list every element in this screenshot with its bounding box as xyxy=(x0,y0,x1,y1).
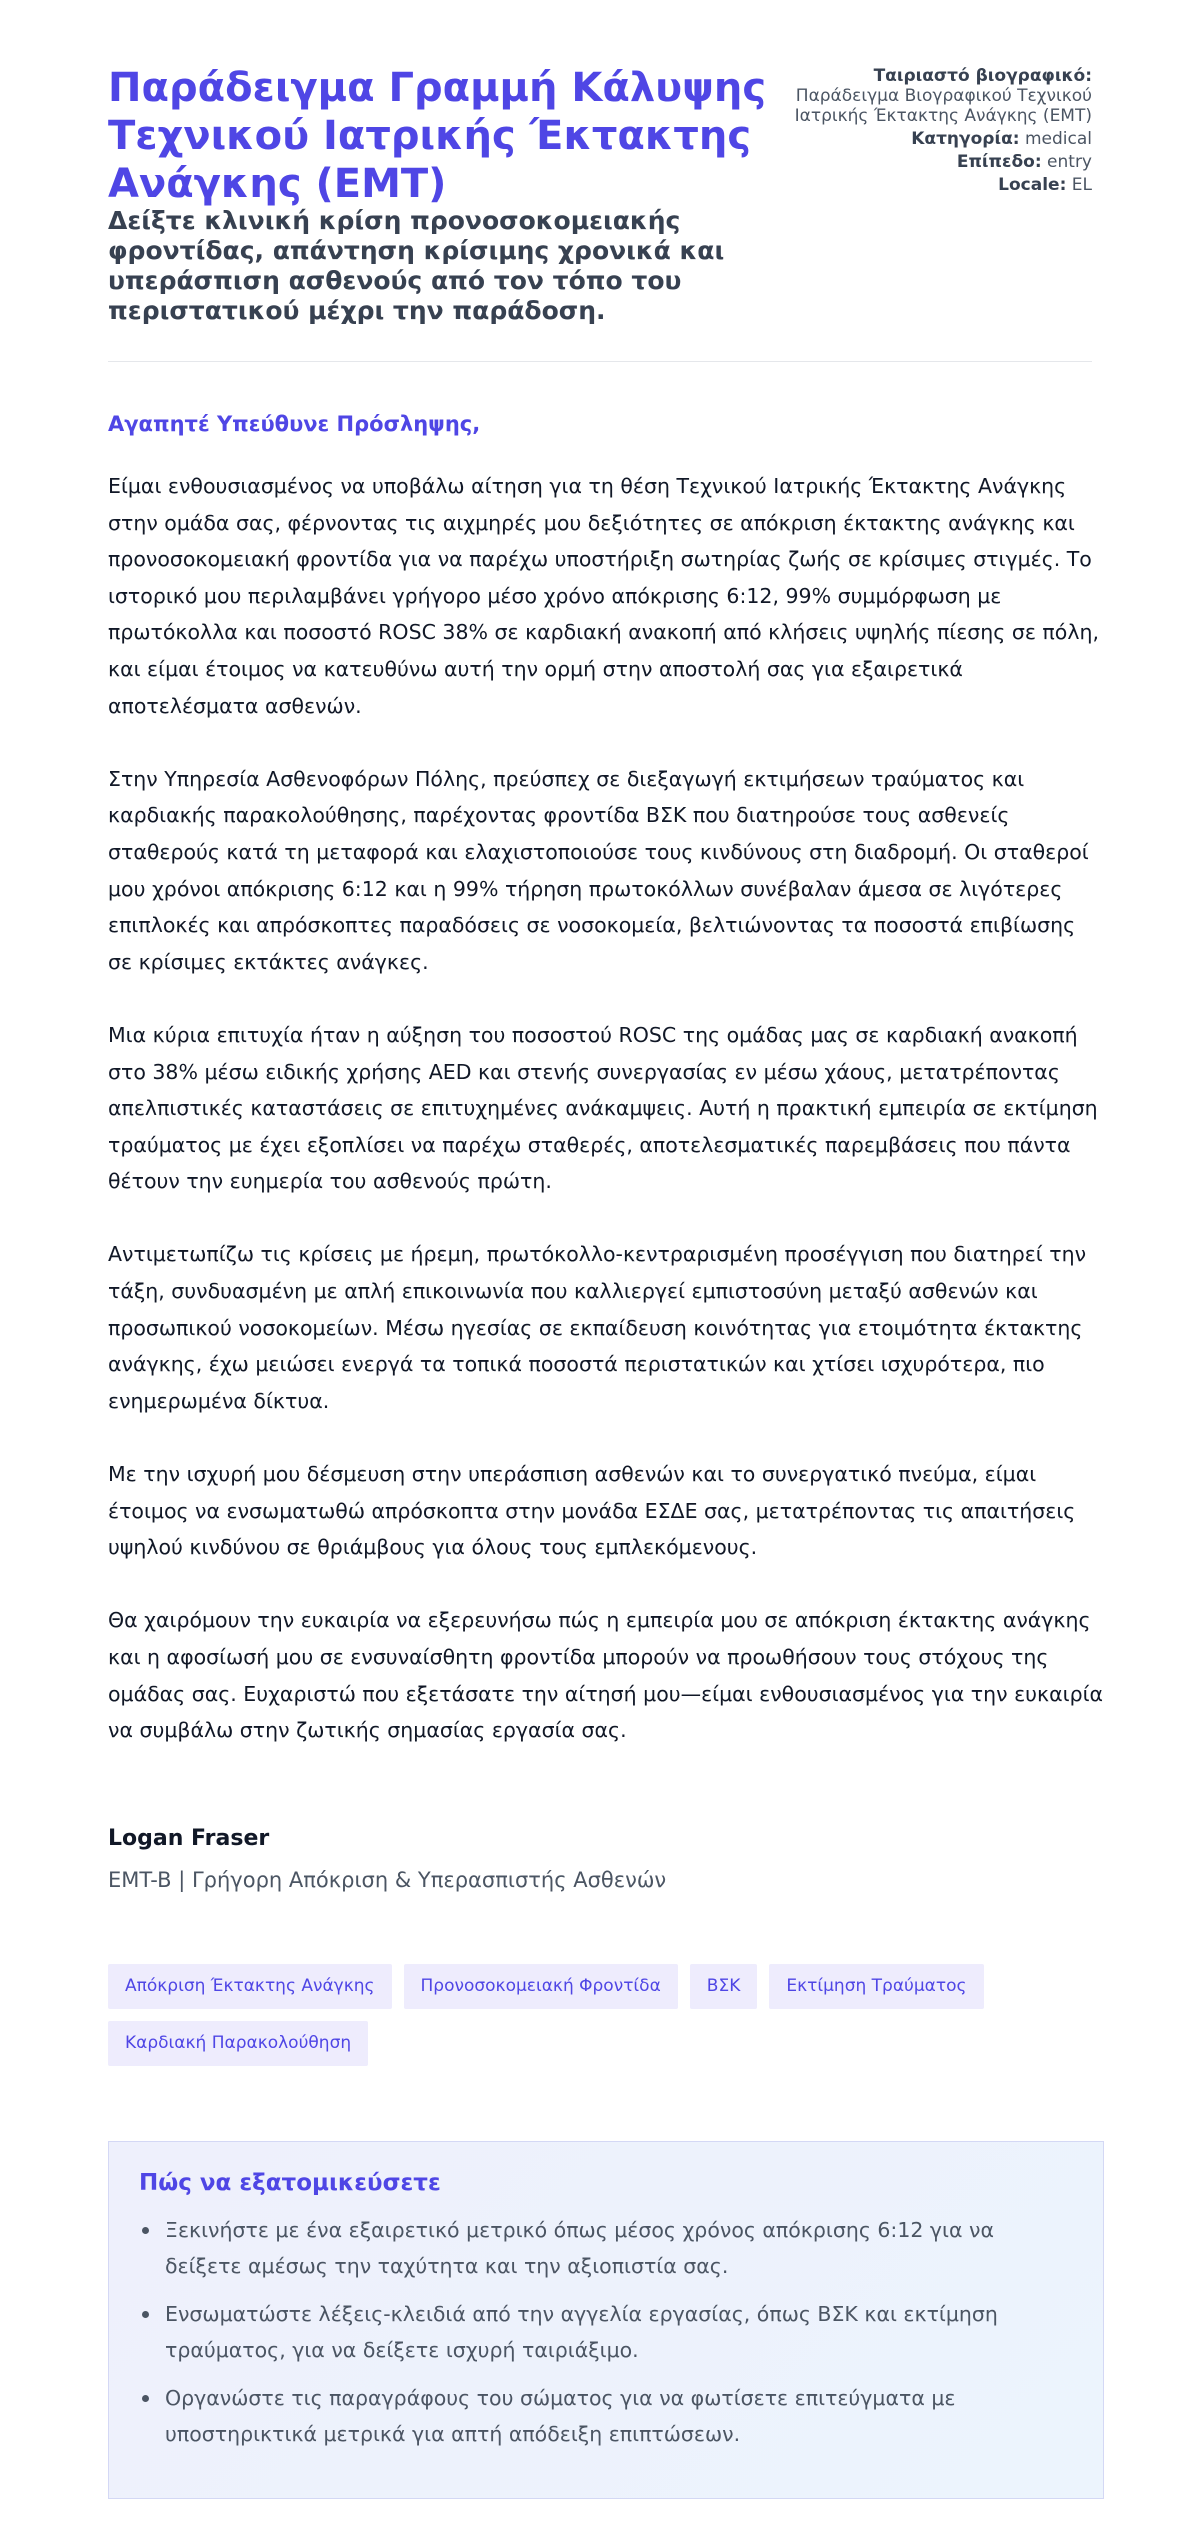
page-title: Παράδειγμα Γραμμή Κάλυψης Τεχνικού Ιατρικής Έκτακτης Ανάγκης (EMT) xyxy=(108,65,767,207)
letter-paragraph: Αντιμετωπίζω τις κρίσεις με ήρεμη, πρωτόκολλο-κεντραρισμένη προσέγγιση που διατηρεί την τάξη, συνδυασμένη με απλή επικοινωνία που καλλιεργεί εμπιστοσύνη μεταξύ ασθενών και προσωπικού νοσοκομείων. Μέσω ηγεσίας σε εκπαίδευση κοινότητας για ετοιμότητα έκτακτης ανάγκης, έχω μειώσει ενεργά τα τοπικά ποσοστά περιστατικών και χτίσει ισχυρότερα, πιο ενημερωμένα δίκτυα. xyxy=(108,1242,1087,1413)
meta-category-value: medical xyxy=(1024,129,1092,149)
skill-tag: Καρδιακή Παρακολούθηση xyxy=(108,2021,368,2066)
letter-body xyxy=(108,468,1104,1785)
meta-locale-label: Locale: xyxy=(998,175,1067,195)
meta-resume xyxy=(792,66,1092,126)
tips-heading: Πώς να εξατομικεύσετε xyxy=(139,2170,441,2196)
meta-level xyxy=(792,152,1092,172)
skill-tag: ΒΣΚ xyxy=(690,1964,758,2009)
tips-list xyxy=(139,2212,1073,2452)
meta-resume-label: Ταιριαστό βιογραφικό: xyxy=(873,66,1092,86)
meta-locale xyxy=(792,175,1092,195)
letter-paragraph: Με την ισχυρή μου δέσμευση στην υπεράσπιση ασθενών και το συνεργατικό πνεύμα, είμαι έτοιμος να ενσωματωθώ απρόσκοπτα στην μονάδα ΕΣΔΕ σας, μετατρέποντας τις απαιτήσεις υψηλού κινδύνου σε θριάμβους για όλους τους εμπλεκόμενους. xyxy=(108,1462,1076,1560)
meta-locale-value: EL xyxy=(1071,175,1092,195)
letter-greeting: Αγαπητέ Υπεύθυνε Πρόσληψης, xyxy=(108,412,481,436)
page-header xyxy=(108,0,1092,362)
skill-tag: Εκτίμηση Τραύματος xyxy=(769,1964,983,2009)
page-subtitle: Δείξτε κλινική κρίση προνοσοκομειακής φροντίδας, απάντηση κρίσιμης χρονικά και υπεράσπιση ασθενούς από τον τόπο του περιστατικού μέχρι την παράδοση. xyxy=(108,206,725,325)
meta-resume-value: Παράδειγμα Βιογραφικού Τεχνικού Ιατρικής Έκτακτης Ανάγκης (EMT) xyxy=(794,86,1092,126)
meta-panel xyxy=(792,66,1092,198)
meta-level-label: Επίπεδο: xyxy=(956,152,1042,172)
skill-tag: Απόκριση Έκτακτης Ανάγκης xyxy=(108,1964,392,2009)
tip-item: Ενσωματώστε λέξεις-κλειδιά από την αγγελία εργασίας, όπως ΒΣΚ και εκτίμηση τραύματος, για να δείξετε ισχυρή ταιριάξιμο. xyxy=(139,2296,1073,2368)
letter-paragraph: Μια κύρια επιτυχία ήταν η αύξηση του ποσοστού ROSC της ομάδας μας σε καρδιακή ανακοπή στο 38% μέσω ειδικής χρήσης AED και στενής συνεργασίας εν μέσω χάους, μετατρέποντας απελπιστικές καταστάσεις σε επιτυχημένες ανάκαμψεις. Αυτή η πρακτική εμπειρία σε εκτίμηση τραύματος με έχει εξοπλίσει να παρέχω σταθερές, αποτελεσματικές παρεμβάσεις που πάντα θέτουν την ευημερία του ασθενούς πρώτη. xyxy=(108,1022,1098,1194)
customization-tips-box xyxy=(108,2141,1104,2499)
letter-paragraph: Είμαι ενθουσιασμένος να υποβάλω αίτηση για τη θέση Τεχνικού Ιατρικής Έκτακτης Ανάγκης στην ομάδα σας, φέρνοντας τις αιχμηρές μου δεξιότητες σε απόκριση έκτακτης ανάγκης και προνοσοκομειακή φροντίδα για να παρέχω υποστήριξη σωτηρίας ζωής σε κρίσιμες στιγμές. Το ιστορικό μου περιλαμβάνει γρήγορο μέσο χρόνο απόκρισης 6:12, 99% συμμόρφωση με πρωτόκολλα και ποσοστό ROSC 38% σε καρδιακή ανακοπή από κλήσεις υψηλής πίεσης σε πόλη, και είμαι έτοιμος να κατευθύνω αυτή την ορμή στην αποστολή σας για εξαιρετικά αποτελέσματα ασθενών. xyxy=(108,474,1099,718)
meta-level-value: entry xyxy=(1047,152,1092,172)
letter-paragraph: Θα χαιρόμουν την ευκαιρία να εξερευνήσω πώς η εμπειρία μου σε απόκριση έκτακτης ανάγκης και η αφοσίωσή μου σε ενσυναίσθητη φροντίδα μπορούν να προωθήσουν τους στόχους της ομάδας σας. Ευχαριστώ που εξετάσατε την αίτησή μου—είμαι ενθουσιασμένος για την ευκαιρία να συμβάλω στην ζωτικής σημασίας εργασία σας. xyxy=(108,1608,1104,1743)
skill-tag: Προνοσοκομειακή Φροντίδα xyxy=(404,1964,678,2009)
tip-item: Ξεκινήστε με ένα εξαιρετικό μετρικό όπως μέσος χρόνος απόκρισης 6:12 για να δείξετε αμέσως την ταχύτητα και την αξιοπιστία σας. xyxy=(139,2212,1073,2284)
meta-category xyxy=(792,129,1092,149)
signature-name: Logan Fraser xyxy=(108,1826,270,1851)
meta-category-label: Κατηγορία: xyxy=(911,129,1020,149)
signature-role: EMT-B | Γρήγορη Απόκριση & Υπερασπιστής Ασθενών xyxy=(108,1868,667,1892)
tip-item: Οργανώστε τις παραγράφους του σώματος για να φωτίσετε επιτεύγματα με υποστηρικτικά μετρικά για απτή απόδειξη επιπτώσεων. xyxy=(139,2380,1073,2452)
skill-tags xyxy=(108,1964,1108,2066)
letter-paragraph: Στην Υπηρεσία Ασθενοφόρων Πόλης, πρεύσπεχ σε διεξαγωγή εκτιμήσεων τραύματος και καρδιακής παρακολούθησης, παρέχοντας φροντίδα ΒΣΚ που διατηρούσε τους ασθενείς σταθερούς κατά τη μεταφορά και ελαχιστοποιούσε τους κινδύνους στη διαδρομή. Οι σταθεροί μου χρόνοι απόκρισης 6:12 και η 99% τήρηση πρωτοκόλλων συνέβαλαν άμεσα σε λιγότερες επιπλοκές και απρόσκοπτες παραδόσεις σε νοσοκομεία, βελτιώνοντας τα ποσοστά επιβίωσης σε κρίσιμες εκτάκτες ανάγκες. xyxy=(108,766,1089,974)
